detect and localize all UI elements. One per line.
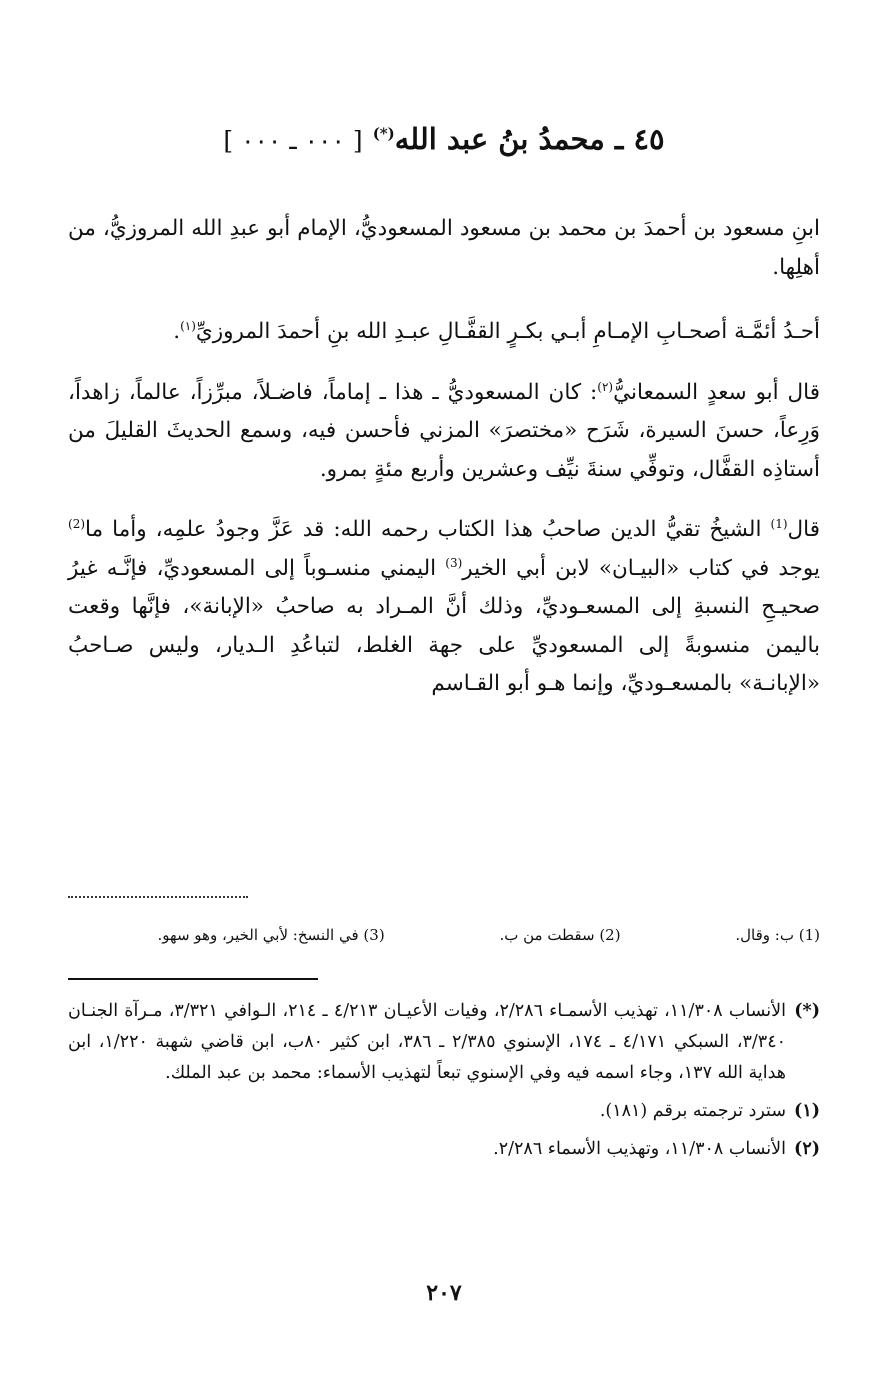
entry-name: محمدُ بنُ عبد الله <box>394 122 605 156</box>
page-number: ٢٠٧ <box>426 1280 462 1306</box>
source-note-text: الأنساب ١١/٣٠٨، تهذيب الأسمـاء ٢/٢٨٦، وفيات الأعيـان ٤/٢١٣ ـ ٢١٤، الـوافي ٣/٣٢١، مـرآة الجنـان ٣/٣٤٠، السبكي ٤/١٧١ ـ ١٧٤، الإسنوي ٢/٣٨٥ ـ ٣٨٦، ابن كثير ٨٠ب، ابن قاضي شهبة ١/٢٢٠، ابن هداية الله ١٣٧، وجاء اسمه فيه وفي الإسنوي تبعاً لتهذيب الأسماء: محمد بن عبد الملك. <box>68 1001 787 1083</box>
footnote-text: في النسخ: لأبي الخير، وهو سهو. <box>157 926 359 944</box>
paragraph-text: أحـدُ أئمَّـة أصحـابِ الإمـامِ أبـي بكـرٍ القفَّـالِ عبـدِ الله بنِ أحمدَ المروزيِّ <box>195 319 820 344</box>
page-footnote <box>735 922 820 948</box>
entry-dates: [ ٠٠٠ ـ ٠٠٠ ] <box>223 126 363 155</box>
footnote-ref: (2) <box>68 516 86 531</box>
entry-source-marker: (*) <box>372 124 395 143</box>
source-notes <box>68 996 820 1172</box>
paragraph-author-remark <box>68 511 820 704</box>
footnote-text: سقطت من ب. <box>499 926 595 944</box>
entry-body <box>68 210 820 726</box>
entry-number: ٤٥ ـ <box>614 122 665 156</box>
paragraph-text: قال أبو سعدٍ السمعانيُّ <box>613 379 820 405</box>
footnote-marker: (3) <box>363 926 385 944</box>
source-note-text: الأنساب ١١/٣٠٨، وتهذيب الأسماء ٢/٢٨٦. <box>493 1139 786 1159</box>
footnote-ref: (1) <box>770 516 788 531</box>
footnote-rule <box>68 978 318 980</box>
source-note <box>68 1134 820 1165</box>
page-footnote <box>499 922 620 948</box>
footnote-text: ب: وقال. <box>735 926 794 944</box>
paragraph-text: : كان المسعوديُّ ـ هذا ـ إماماً، فاضـلاً، مبرِّزاً، عالماً، زاهداً، وَرِعاً، حسنَ السيرة، شَرَح «مختصرَ» المزني فأحسن فيه، وسمع الحديثَ القليلَ من أستاذِه القفَّال، وتوفِّي سنةَ نيِّف وعشرين وأربع مئةٍ بمرو. <box>68 379 820 482</box>
paragraph-teacher <box>68 313 820 352</box>
paragraph-lineage <box>68 210 820 287</box>
source-note-text: سترد ترجمته برقم (١٨١). <box>599 1101 786 1121</box>
footnote-separator-dots <box>68 896 248 898</box>
paragraph-samani-quote <box>68 374 820 490</box>
paragraph-text: . <box>173 319 181 344</box>
entry-heading <box>68 122 820 157</box>
source-note-marker: (*) <box>794 1001 820 1021</box>
paragraph-text: الشيخُ تقيُّ الدين صاحبُ هذا الكتاب رحمه الله: قد عَزَّ وجودُ علمِه، وأما ما <box>85 517 771 542</box>
source-note <box>68 1096 820 1127</box>
footnote-ref: (3) <box>445 555 463 570</box>
book-page <box>68 0 820 1380</box>
page-footnotes <box>68 922 820 948</box>
paragraph-text: يوجد في كتاب «البيـان» لابن أبي الخير <box>462 555 820 581</box>
paragraph-text: اليمني منسـوباً إلى المسعوديِّ، فإنَّـه غيرُ صحيـحِ النسبةِ إلى المسعـوديِّ، وذلك أنَّ المـراد به صاحبُ «الإبانة»، فإنَّها وقعت باليمن منسوبةً إلى المسعوديِّ على جهة الغلط، لتباعُدِ الـديار، وليس صـاحبُ «الإبانـة» بالمسعـوديِّ، وإنما هـو أبو القـاسم <box>68 555 820 696</box>
paragraph-text: قال <box>787 517 820 542</box>
source-note <box>68 996 820 1089</box>
footnote-marker: (1) <box>798 926 820 944</box>
source-note-marker: (١) <box>794 1101 820 1121</box>
paragraph-text: ابنِ مسعود بن أحمدَ بن محمد بن مسعود المسعوديُّ، الإمام أبو عبدِ الله المروزيُّ، من أهلِها. <box>68 216 820 280</box>
source-note-marker: (٢) <box>794 1139 820 1159</box>
page-footnote <box>158 922 385 948</box>
footnote-marker: (2) <box>599 926 621 944</box>
footnote-ref: (٢) <box>597 379 614 394</box>
footnote-ref: (١) <box>180 318 196 333</box>
